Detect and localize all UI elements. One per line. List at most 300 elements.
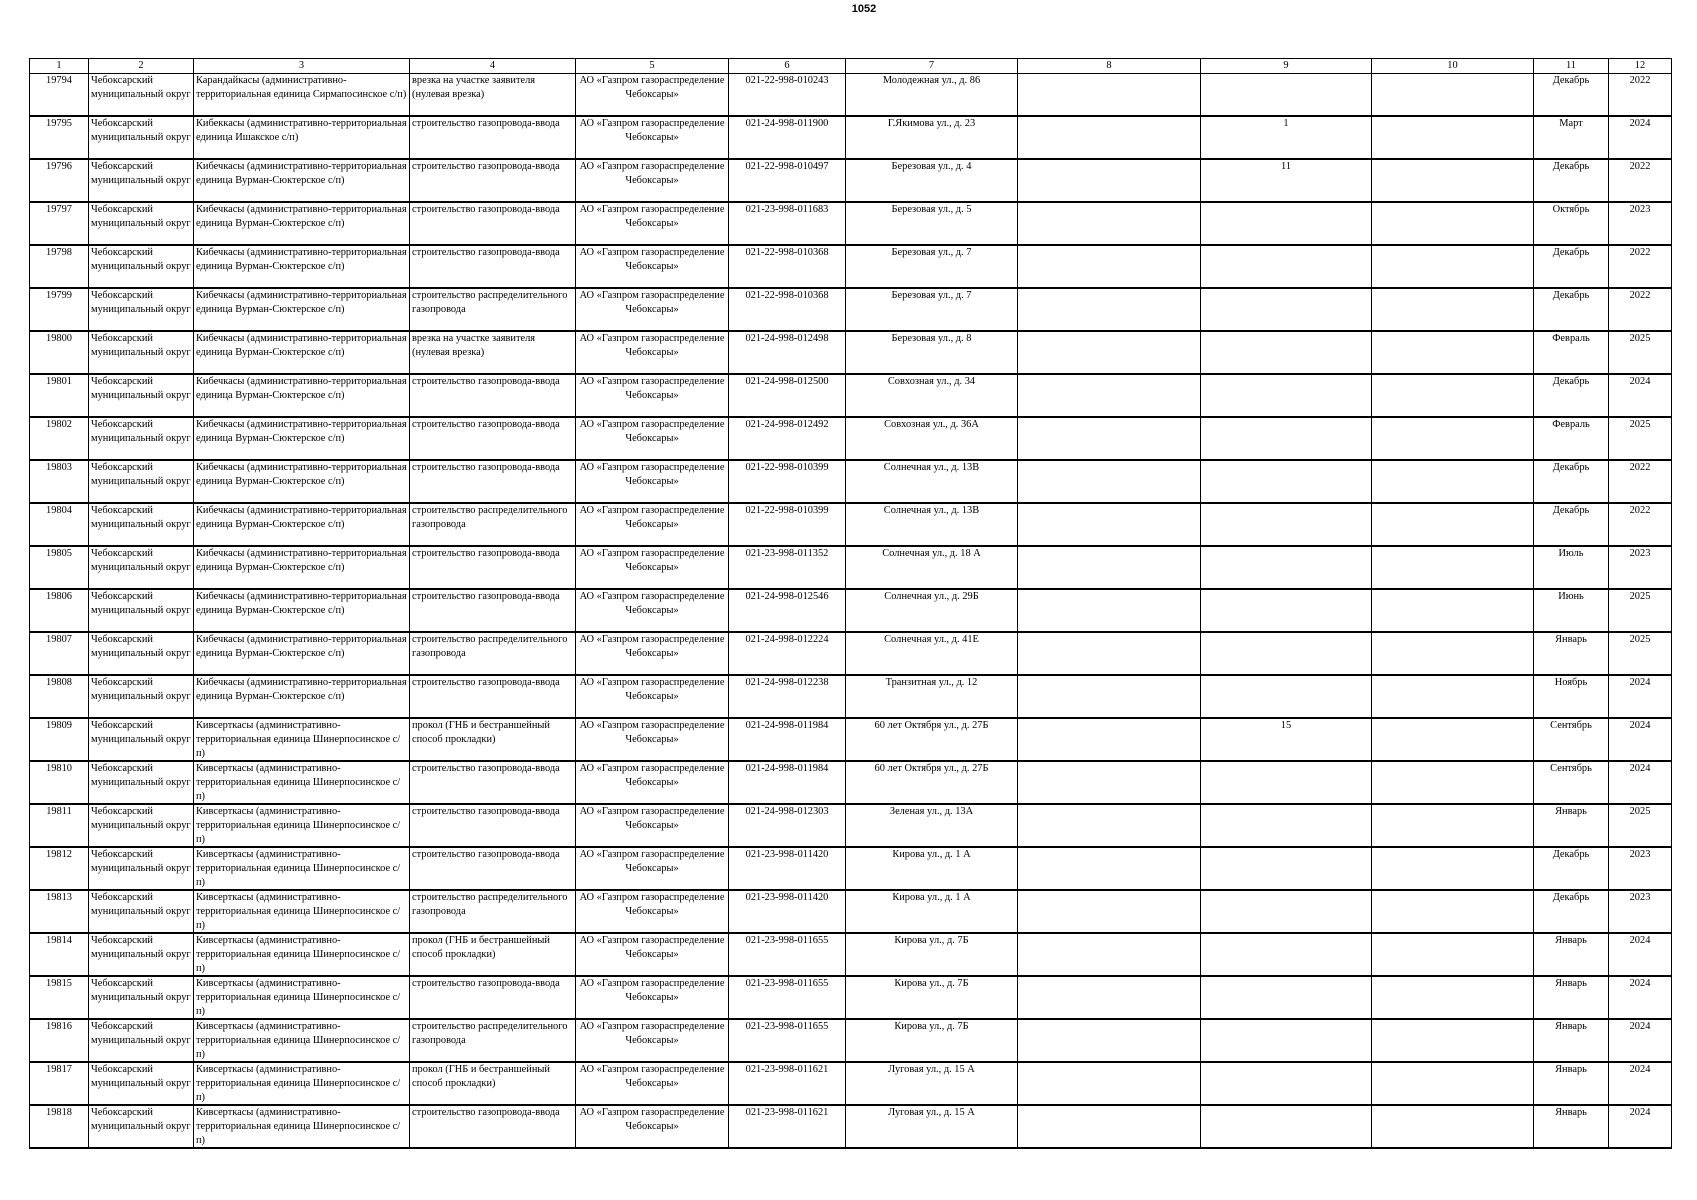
cell-text — [1374, 203, 1531, 244]
address-cell — [846, 460, 1018, 503]
column-10-cell — [1372, 245, 1534, 288]
cell-text: врезка на участке заявителя (нулевая врезка) — [412, 333, 536, 358]
address-cell — [846, 933, 1018, 976]
cell-text — [1203, 762, 1369, 803]
year-cell — [1609, 890, 1672, 933]
cell-text — [1374, 160, 1531, 201]
column-9-cell — [1201, 288, 1372, 331]
cell-text: Январь — [1555, 1107, 1587, 1118]
cell-text — [1374, 891, 1531, 932]
cell-text: 19804 — [46, 505, 72, 516]
cell-text: Январь — [1555, 1021, 1587, 1032]
row-number-cell — [30, 761, 89, 804]
cell-text: строительство распределительного газопровода — [412, 505, 568, 530]
cell-text: врезка на участке заявителя (нулевая врезка) — [412, 75, 536, 100]
row-number-cell — [30, 933, 89, 976]
row-number-cell — [30, 718, 89, 761]
column-8-cell — [1018, 1105, 1201, 1148]
column-header: 8 — [1018, 59, 1201, 74]
cell-text: Чебоксарский муниципальный округ — [91, 1021, 191, 1046]
column-8-cell — [1018, 804, 1201, 847]
column-8-cell — [1018, 331, 1201, 374]
cell-text: 2024 — [1629, 763, 1651, 774]
column-9-cell — [1201, 632, 1372, 675]
cell-text — [1020, 74, 1198, 115]
cell-text: 021-24-998-012492 — [745, 419, 829, 430]
cell-text: 021-24-998-012224 — [745, 634, 829, 645]
cell-text: 19809 — [46, 720, 72, 731]
cell-text: Чебоксарский муниципальный округ — [91, 849, 191, 874]
column-9-cell — [1201, 1105, 1372, 1148]
column-10-cell — [1372, 589, 1534, 632]
table-row — [30, 74, 1672, 117]
cell-text — [1203, 504, 1369, 545]
cell-text: АО «Газпром газораспределение Чебоксары» — [579, 634, 725, 659]
cell-text: 60 лет Октября ул., д. 27Б — [874, 763, 989, 774]
cell-text: Солнечная ул., д. 29Б — [884, 591, 979, 602]
table-row — [30, 976, 1672, 1019]
cell-text: 2022 — [1629, 505, 1651, 516]
cell-text: 2022 — [1629, 290, 1651, 301]
cell-text — [1203, 1106, 1369, 1147]
cell-text — [1020, 1020, 1198, 1061]
column-8-cell — [1018, 116, 1201, 159]
cell-text: 021-24-998-011984 — [745, 763, 829, 774]
month-cell — [1534, 847, 1609, 890]
month-cell — [1534, 632, 1609, 675]
cell-text: АО «Газпром газораспределение Чебоксары» — [579, 720, 725, 745]
cell-text: АО «Газпром газораспределение Чебоксары» — [579, 849, 725, 874]
column-9-cell — [1201, 847, 1372, 890]
column-8-cell — [1018, 933, 1201, 976]
column-10-cell — [1372, 74, 1534, 117]
table-row — [30, 718, 1672, 761]
cell-text: 11 — [1280, 161, 1291, 172]
district-cell — [89, 460, 194, 503]
cell-text — [1020, 203, 1198, 244]
cell-text: 021-23-998-011621 — [745, 1064, 829, 1075]
row-number-cell — [30, 632, 89, 675]
application-number-cell — [729, 675, 846, 718]
settlement-cell — [194, 718, 410, 761]
cell-text: 1 — [1283, 118, 1289, 129]
table-row — [30, 503, 1672, 546]
cell-text: 2025 — [1629, 333, 1651, 344]
cell-text: Кибечкасы (административно-территориальная единица Вурман-Сюктерское с/п) — [196, 677, 407, 702]
table-row — [30, 675, 1672, 718]
column-9-cell — [1201, 460, 1372, 503]
column-9-cell — [1201, 890, 1372, 933]
column-10-cell — [1372, 159, 1534, 202]
work-type-cell — [410, 374, 576, 417]
district-cell — [89, 202, 194, 245]
settlement-cell — [194, 503, 410, 546]
work-type-cell — [410, 675, 576, 718]
address-cell — [846, 1062, 1018, 1105]
column-8-cell — [1018, 589, 1201, 632]
settlement-cell — [194, 159, 410, 202]
district-cell — [89, 589, 194, 632]
cell-text: АО «Газпром газораспределение Чебоксары» — [579, 419, 725, 444]
column-10-cell — [1372, 546, 1534, 589]
organization-cell — [576, 374, 729, 417]
year-cell — [1609, 632, 1672, 675]
cell-text — [1374, 246, 1531, 287]
cell-text — [1374, 461, 1531, 502]
organization-cell — [576, 1019, 729, 1062]
cell-text: Совхозная ул., д. 34 — [887, 376, 976, 387]
row-number-cell — [30, 288, 89, 331]
year-cell — [1609, 761, 1672, 804]
column-8-cell — [1018, 675, 1201, 718]
address-cell — [846, 288, 1018, 331]
cell-text — [1374, 934, 1531, 975]
cell-text — [1020, 375, 1198, 416]
year-cell — [1609, 245, 1672, 288]
cell-text: 2023 — [1629, 548, 1651, 559]
cell-text — [1203, 332, 1369, 373]
column-8-cell — [1018, 718, 1201, 761]
address-cell — [846, 1019, 1018, 1062]
month-cell — [1534, 976, 1609, 1019]
cell-text: 021-23-998-011352 — [745, 548, 829, 559]
cell-text: 021-23-998-011621 — [745, 1107, 829, 1118]
cell-text: АО «Газпром газораспределение Чебоксары» — [579, 892, 725, 917]
work-type-cell — [410, 933, 576, 976]
cell-text: строительство распределительного газопровода — [412, 634, 568, 659]
settlement-cell — [194, 1062, 410, 1105]
address-cell — [846, 546, 1018, 589]
address-cell — [846, 847, 1018, 890]
cell-text: Чебоксарский муниципальный округ — [91, 290, 191, 315]
application-number-cell — [729, 245, 846, 288]
cell-text: строительство газопровода-ввода — [412, 677, 560, 688]
cell-text: Кибечкасы (административно-территориальная единица Вурман-Сюктерское с/п) — [196, 591, 407, 616]
cell-text — [1374, 848, 1531, 889]
application-number-cell — [729, 74, 846, 117]
column-10-cell — [1372, 116, 1534, 159]
application-number-cell — [729, 933, 846, 976]
organization-cell — [576, 245, 729, 288]
organization-cell — [576, 1105, 729, 1148]
organization-cell — [576, 804, 729, 847]
cell-text: прокол (ГНБ и бестраншейный способ прокладки) — [412, 720, 550, 745]
cell-text: Январь — [1555, 935, 1587, 946]
application-number-cell — [729, 718, 846, 761]
settlement-cell — [194, 116, 410, 159]
cell-text: 2023 — [1629, 204, 1651, 215]
cell-text: Февраль — [1552, 333, 1590, 344]
cell-text: Чебоксарский муниципальный округ — [91, 75, 191, 100]
cell-text — [1203, 1020, 1369, 1061]
column-10-cell — [1372, 804, 1534, 847]
application-number-cell — [729, 890, 846, 933]
table-row — [30, 202, 1672, 245]
cell-text: 021-22-998-010497 — [745, 161, 829, 172]
district-cell — [89, 245, 194, 288]
organization-cell — [576, 460, 729, 503]
column-8-cell — [1018, 288, 1201, 331]
settlement-cell — [194, 933, 410, 976]
district-cell — [89, 761, 194, 804]
column-9-cell — [1201, 976, 1372, 1019]
cell-text: Чебоксарский муниципальный округ — [91, 591, 191, 616]
district-cell — [89, 116, 194, 159]
table-row — [30, 847, 1672, 890]
organization-cell — [576, 331, 729, 374]
column-header: 7 — [846, 59, 1018, 74]
column-8-cell — [1018, 460, 1201, 503]
month-cell — [1534, 202, 1609, 245]
column-9-cell — [1201, 1062, 1372, 1105]
application-number-cell — [729, 288, 846, 331]
district-cell — [89, 847, 194, 890]
work-type-cell — [410, 1105, 576, 1148]
cell-text: 2024 — [1629, 1021, 1651, 1032]
column-10-cell — [1372, 1062, 1534, 1105]
organization-cell — [576, 202, 729, 245]
cell-text: Кибечкасы (административно-территориальная единица Вурман-Сюктерское с/п) — [196, 204, 407, 229]
cell-text: АО «Газпром газораспределение Чебоксары» — [579, 204, 725, 229]
month-cell — [1534, 288, 1609, 331]
cell-text: АО «Газпром газораспределение Чебоксары» — [579, 247, 725, 272]
cell-text: прокол (ГНБ и бестраншейный способ прокладки) — [412, 1064, 550, 1089]
district-cell — [89, 632, 194, 675]
column-10-cell — [1372, 632, 1534, 675]
cell-text: 2024 — [1629, 720, 1651, 731]
column-header: 2 — [89, 59, 194, 74]
cell-text: Чебоксарский муниципальный округ — [91, 204, 191, 229]
cell-text — [1203, 805, 1369, 846]
cell-text — [1374, 805, 1531, 846]
address-cell — [846, 417, 1018, 460]
cell-text: 2022 — [1629, 161, 1651, 172]
application-number-cell — [729, 1019, 846, 1062]
column-header: 12 — [1609, 59, 1672, 74]
settlement-cell — [194, 847, 410, 890]
register-table — [29, 58, 1672, 1149]
column-header: 3 — [194, 59, 410, 74]
row-number-cell — [30, 417, 89, 460]
cell-text: Березовая ул., д. 5 — [891, 204, 972, 215]
organization-cell — [576, 116, 729, 159]
column-9-cell — [1201, 116, 1372, 159]
cell-text — [1203, 1063, 1369, 1104]
cell-text: Кибечкасы (административно-территориальная единица Вурман-Сюктерское с/п) — [196, 462, 407, 487]
work-type-cell — [410, 417, 576, 460]
row-number-cell — [30, 1019, 89, 1062]
cell-text: Февраль — [1552, 419, 1590, 430]
cell-text: Кивсерткасы (административно-территориальная единица Шинерпосинское с/п) — [196, 849, 401, 888]
cell-text: 2022 — [1629, 247, 1651, 258]
cell-text: АО «Газпром газораспределение Чебоксары» — [579, 548, 725, 573]
settlement-cell — [194, 761, 410, 804]
cell-text: Кибеккасы (административно-территориальная единица Ишакское с/п) — [196, 118, 407, 143]
cell-text: 19801 — [46, 376, 72, 387]
column-10-cell — [1372, 417, 1534, 460]
cell-text: Солнечная ул., д. 41Е — [884, 634, 979, 645]
cell-text: АО «Газпром газораспределение Чебоксары» — [579, 75, 725, 100]
month-cell — [1534, 116, 1609, 159]
column-9-cell — [1201, 546, 1372, 589]
cell-text — [1020, 117, 1198, 158]
cell-text: АО «Газпром газораспределение Чебоксары» — [579, 763, 725, 788]
column-9-cell — [1201, 74, 1372, 117]
organization-cell — [576, 546, 729, 589]
organization-cell — [576, 74, 729, 117]
cell-text: Березовая ул., д. 4 — [891, 161, 972, 172]
cell-text: АО «Газпром газораспределение Чебоксары» — [579, 591, 725, 616]
column-10-cell — [1372, 976, 1534, 1019]
cell-text: 2024 — [1629, 118, 1651, 129]
year-cell — [1609, 546, 1672, 589]
cell-text: Кивсерткасы (административно-территориальная единица Шинерпосинское с/п) — [196, 935, 401, 974]
organization-cell — [576, 503, 729, 546]
cell-text: Солнечная ул., д. 13В — [883, 462, 980, 473]
application-number-cell — [729, 331, 846, 374]
cell-text — [1374, 1106, 1531, 1147]
cell-text: АО «Газпром газораспределение Чебоксары» — [579, 505, 725, 530]
cell-text: строительство газопровода-ввода — [412, 376, 560, 387]
column-9-cell — [1201, 718, 1372, 761]
cell-text: Январь — [1555, 978, 1587, 989]
cell-text — [1020, 289, 1198, 330]
cell-text: Чебоксарский муниципальный округ — [91, 892, 191, 917]
cell-text — [1203, 461, 1369, 502]
address-cell — [846, 718, 1018, 761]
cell-text: Кивсерткасы (административно-территориальная единица Шинерпосинское с/п) — [196, 1107, 401, 1146]
month-cell — [1534, 1019, 1609, 1062]
cell-text: 19807 — [46, 634, 72, 645]
cell-text: Кирова ул., д. 1 А — [892, 892, 971, 903]
organization-cell — [576, 761, 729, 804]
cell-text — [1374, 332, 1531, 373]
cell-text: Чебоксарский муниципальный округ — [91, 118, 191, 143]
year-cell — [1609, 933, 1672, 976]
column-10-cell — [1372, 202, 1534, 245]
cell-text — [1203, 547, 1369, 588]
cell-text: Кивсерткасы (административно-территориальная единица Шинерпосинское с/п) — [196, 978, 401, 1017]
table-row — [30, 804, 1672, 847]
cell-text: Березовая ул., д. 8 — [891, 333, 972, 344]
cell-text: 19796 — [46, 161, 72, 172]
cell-text: 021-23-998-011683 — [745, 204, 829, 215]
cell-text: строительство газопровода-ввода — [412, 204, 560, 215]
cell-text: Ноябрь — [1554, 677, 1588, 688]
cell-text — [1020, 848, 1198, 889]
organization-cell — [576, 417, 729, 460]
table-row — [30, 546, 1672, 589]
row-number-cell — [30, 804, 89, 847]
column-header: 10 — [1372, 59, 1534, 74]
cell-text — [1020, 977, 1198, 1018]
column-10-cell — [1372, 847, 1534, 890]
table-row — [30, 374, 1672, 417]
cell-text: Декабрь — [1552, 462, 1590, 473]
year-cell — [1609, 202, 1672, 245]
cell-text: 2023 — [1629, 892, 1651, 903]
cell-text: 19816 — [46, 1021, 72, 1032]
address-cell — [846, 331, 1018, 374]
address-cell — [846, 890, 1018, 933]
organization-cell — [576, 589, 729, 632]
settlement-cell — [194, 890, 410, 933]
year-cell — [1609, 116, 1672, 159]
cell-text: строительство газопровода-ввода — [412, 763, 560, 774]
cell-text: Кивсерткасы (административно-территориальная единица Шинерпосинское с/п) — [196, 763, 401, 802]
row-number-cell — [30, 976, 89, 1019]
table-row — [30, 159, 1672, 202]
column-9-cell — [1201, 374, 1372, 417]
address-cell — [846, 245, 1018, 288]
month-cell — [1534, 675, 1609, 718]
cell-text: строительство газопровода-ввода — [412, 161, 560, 172]
column-10-cell — [1372, 718, 1534, 761]
cell-text: Декабрь — [1552, 892, 1590, 903]
row-number-cell — [30, 503, 89, 546]
year-cell — [1609, 288, 1672, 331]
work-type-cell — [410, 1062, 576, 1105]
year-cell — [1609, 847, 1672, 890]
cell-text: 19810 — [46, 763, 72, 774]
column-10-cell — [1372, 503, 1534, 546]
month-cell — [1534, 1105, 1609, 1148]
year-cell — [1609, 74, 1672, 117]
address-cell — [846, 74, 1018, 117]
organization-cell — [576, 632, 729, 675]
cell-text — [1203, 934, 1369, 975]
cell-text: АО «Газпром газораспределение Чебоксары» — [579, 935, 725, 960]
work-type-cell — [410, 202, 576, 245]
cell-text — [1374, 676, 1531, 717]
organization-cell — [576, 675, 729, 718]
column-9-cell — [1201, 245, 1372, 288]
cell-text: 2024 — [1629, 376, 1651, 387]
cell-text: Январь — [1555, 806, 1587, 817]
column-9-cell — [1201, 202, 1372, 245]
cell-text: 2025 — [1629, 419, 1651, 430]
column-header: 4 — [410, 59, 576, 74]
cell-text: Кивсерткасы (административно-территориальная единица Шинерпосинское с/п) — [196, 720, 401, 759]
cell-text: 2025 — [1629, 591, 1651, 602]
organization-cell — [576, 933, 729, 976]
cell-text — [1203, 246, 1369, 287]
cell-text — [1020, 1063, 1198, 1104]
table-row — [30, 632, 1672, 675]
column-9-cell — [1201, 675, 1372, 718]
cell-text: строительство газопровода-ввода — [412, 1107, 560, 1118]
page-number: 1052 — [851, 3, 877, 15]
district-cell — [89, 546, 194, 589]
cell-text: Январь — [1555, 1064, 1587, 1075]
address-cell — [846, 589, 1018, 632]
row-number-cell — [30, 1105, 89, 1148]
work-type-cell — [410, 245, 576, 288]
cell-text — [1203, 590, 1369, 631]
year-cell — [1609, 675, 1672, 718]
cell-text: 19814 — [46, 935, 72, 946]
cell-text: строительство газопровода-ввода — [412, 419, 560, 430]
cell-text — [1203, 633, 1369, 674]
row-number-cell — [30, 1062, 89, 1105]
address-cell — [846, 632, 1018, 675]
year-cell — [1609, 589, 1672, 632]
cell-text: 19806 — [46, 591, 72, 602]
column-header: 6 — [729, 59, 846, 74]
cell-text: 60 лет Октября ул., д. 27Б — [874, 720, 989, 731]
cell-text: 19800 — [46, 333, 72, 344]
cell-text: Декабрь — [1552, 75, 1590, 86]
